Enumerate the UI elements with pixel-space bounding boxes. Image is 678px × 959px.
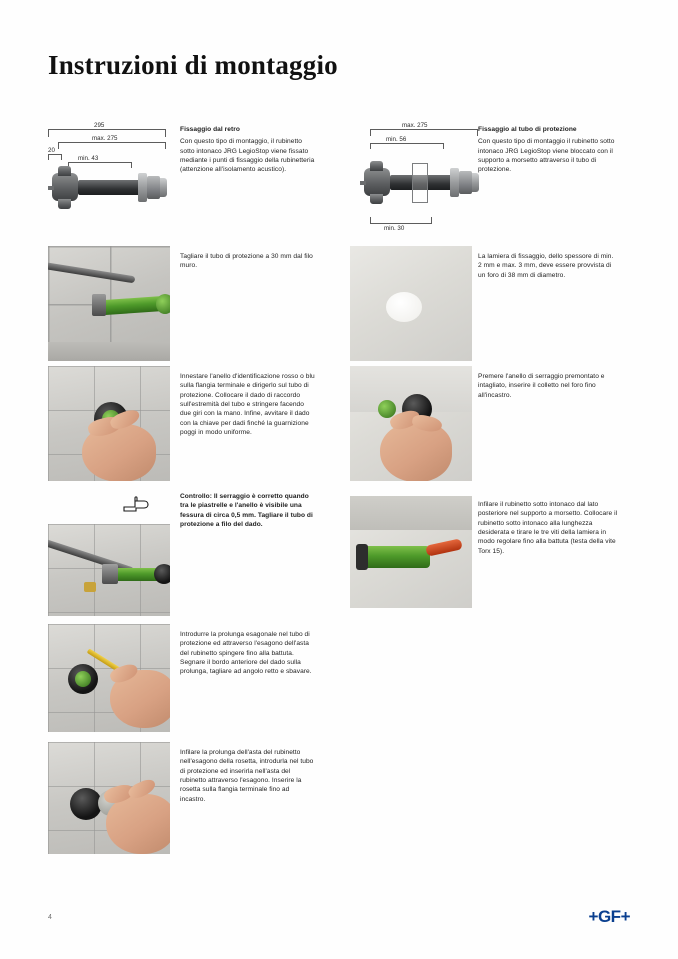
photo-prolunga-esagonale bbox=[48, 624, 170, 732]
section-fissaggio-dal-retro bbox=[180, 125, 316, 175]
dim-min-top: min. 56 bbox=[386, 136, 407, 143]
section-body: Con questo tipo di montaggio il rubinetto sotto intonaco JRG LegioStop viene bloccato con il supporto a morsetto attraverso il tubo di protezione. bbox=[478, 138, 615, 174]
section-body: La lamiera di fissaggio, dello spessore di min. 2 mm e max. 3 mm, deve essere provvista di un foro di 38 mm di diametro. bbox=[478, 253, 614, 279]
page-number: 4 bbox=[48, 914, 52, 921]
page-title: Instruzioni di montaggio bbox=[48, 50, 338, 80]
section-tagliare-tubo bbox=[180, 252, 316, 271]
fissaggio-dal-retro-drawing bbox=[44, 118, 172, 226]
section-body: Con questo tipo di montaggio, il rubinetto sotto intonaco JRG LegioStop viene fissato mediante i punti di fissaggio della rubinetteria (attenzione all'isolamento acustico). bbox=[180, 138, 315, 174]
dim-max: max. 275 bbox=[402, 122, 428, 129]
photo-tagliare-tubo bbox=[48, 246, 170, 361]
dim-min: min. 43 bbox=[78, 155, 99, 162]
section-controllo bbox=[180, 492, 316, 529]
photo-infilare-prolunga bbox=[48, 742, 170, 854]
fissaggio-al-tubo-drawing bbox=[356, 118, 484, 243]
photo-controllo bbox=[48, 524, 170, 616]
section-body: Infilare la prolunga dell'asta del rubinetto nell'esagono della rosetta, introdurla nel tubo di protezione ed inserirla nell'asta del rubinetto attraverso l'esagono. Inserire la rosetta sulla flangia terminale fino ad incastro. bbox=[180, 749, 314, 803]
section-innestare-anello bbox=[180, 372, 316, 438]
photo-premere-anello bbox=[350, 366, 472, 481]
section-lamiera bbox=[478, 252, 618, 280]
section-premere-anello bbox=[478, 372, 618, 400]
section-infilare-rubinetto bbox=[478, 500, 618, 556]
section-body: Premere l'anello di serraggio premontato e intagliato, inserire il colletto nel foro fino all'incastro. bbox=[478, 373, 605, 399]
photo-lamiera bbox=[350, 246, 472, 361]
section-body: Tagliare il tubo di protezione a 30 mm dal filo muro. bbox=[180, 253, 313, 270]
dim-small: 20 bbox=[48, 147, 55, 154]
section-infilare-prolunga bbox=[180, 748, 316, 804]
photo-infilare-rubinetto bbox=[350, 496, 472, 608]
section-body: Infilare il rubinetto sotto intonaco dal lato posteriore nel supporto a morsetto. Collocare il rubinetto sotto intonaco alla lunghezza desiderata e tirare le tre viti della lamiera in modo regolare fino alla battuta (testa della vite Torx 15). bbox=[478, 501, 618, 555]
section-body: Introdurre la prolunga esagonale nel tubo di protezione ed attraverso l'esagono dell'asta del rubinetto spingere fino alla battuta. Segnare il bordo anteriore del dado sulla prolunga, tagliare ad angolo retto e sbavare. bbox=[180, 631, 312, 676]
section-heading: Fissaggio dal retro bbox=[180, 126, 240, 133]
brand-logo: +GF+ bbox=[588, 907, 630, 926]
section-fissaggio-al-tubo bbox=[478, 125, 618, 175]
dim-max: max. 275 bbox=[92, 135, 118, 142]
photo-innestare-anello bbox=[48, 366, 170, 481]
dim-overall: 295 bbox=[94, 122, 105, 129]
section-body: Controllo: Il serraggio è corretto quando tra le piastrelle e l'anello è visibile una fessura di circa 0,5 mm. Tagliare il tubo di protezione a filo del dado. bbox=[180, 493, 313, 529]
hand-pointer-icon bbox=[122, 494, 150, 514]
section-body: Innestare l'anello d'identificazione rosso o blu sulla flangia terminale e dirigerlo sul tubo di protezione. Collocare il dado di raccordo sull'estremità del tubo e stringere facendo due giri con la mano. Infine, avvitare il dado con la chiave per dadi finché la guarnizione poggi in modo uniforme. bbox=[180, 373, 315, 437]
dim-min-bottom: min. 30 bbox=[384, 225, 405, 232]
section-prolunga-esagonale bbox=[180, 630, 316, 677]
section-heading: Fissaggio al tubo di protezione bbox=[478, 126, 577, 133]
